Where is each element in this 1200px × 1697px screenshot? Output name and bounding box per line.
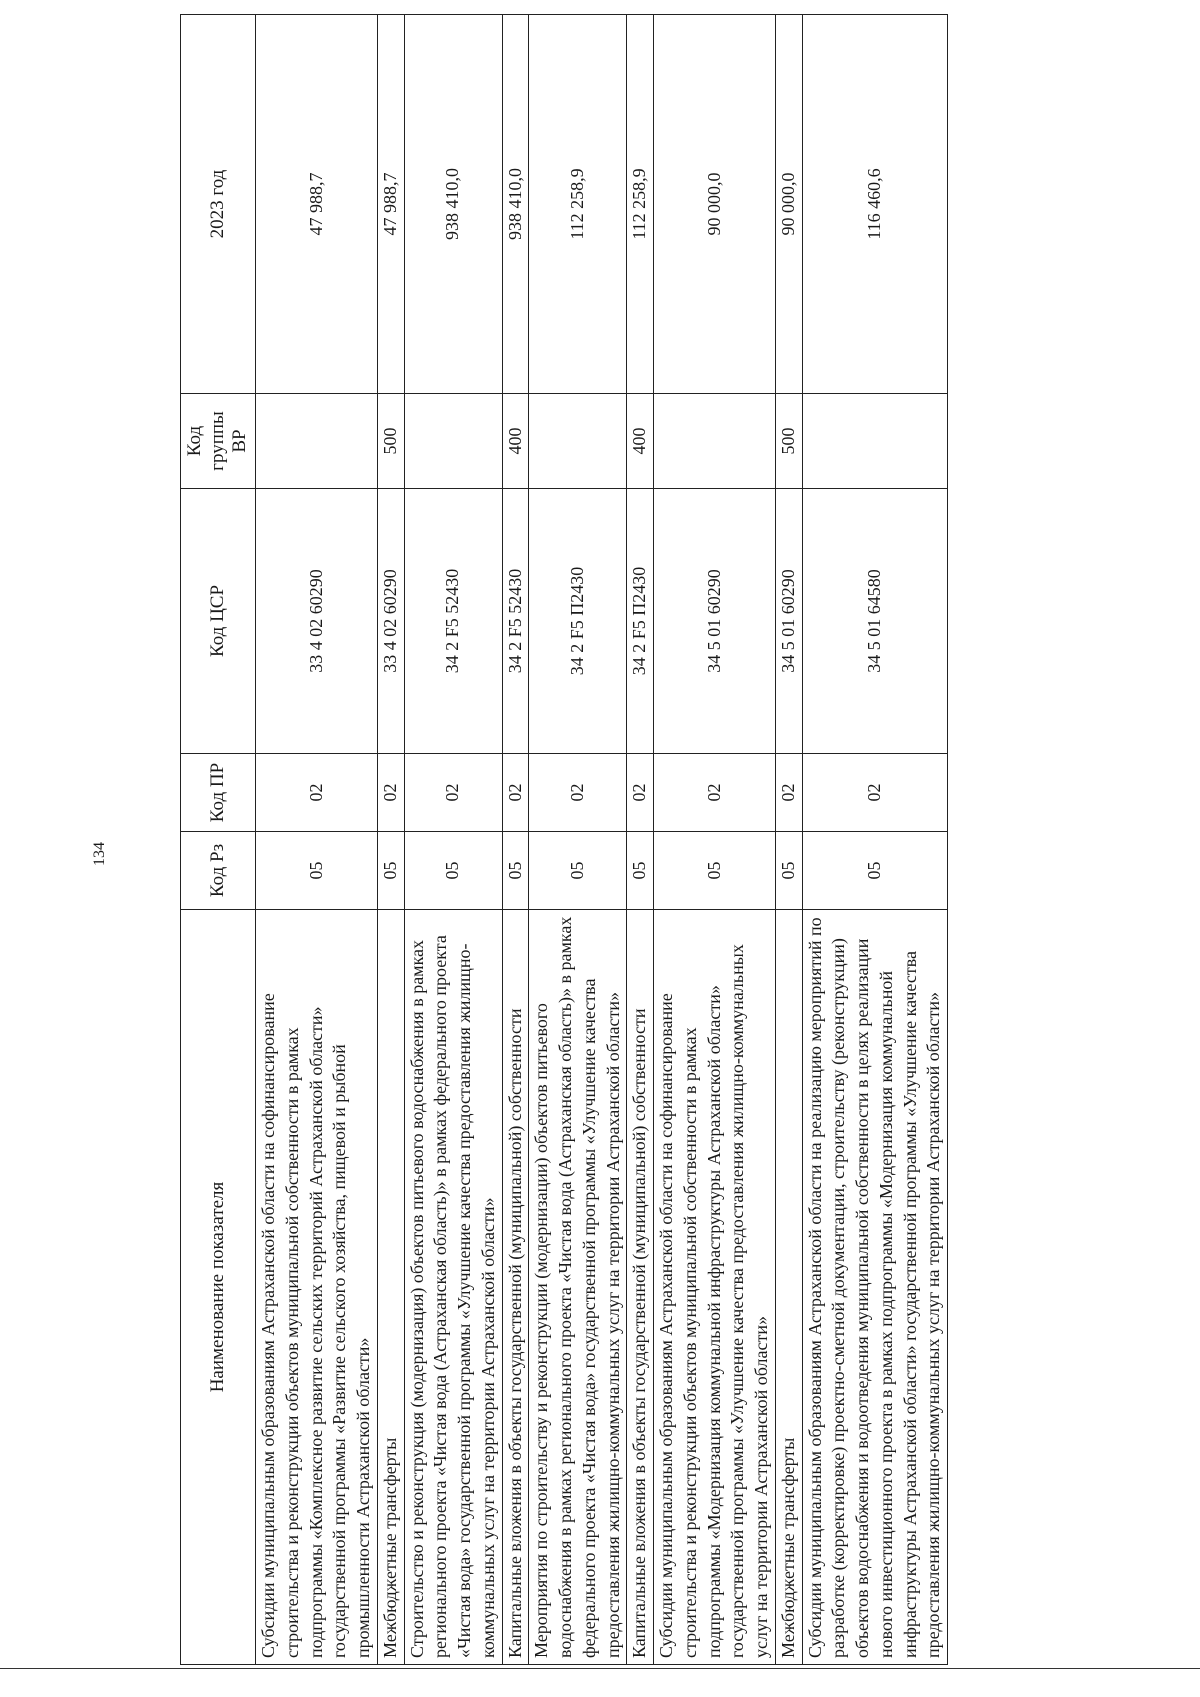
row-rz: 05 bbox=[775, 832, 802, 910]
row-vr bbox=[404, 394, 502, 489]
table-row bbox=[256, 15, 378, 1665]
row-value: 90 000,0 bbox=[654, 15, 776, 394]
header-pr: Код ПР bbox=[181, 754, 256, 832]
row-vr: 500 bbox=[775, 394, 802, 489]
row-pr: 02 bbox=[377, 754, 404, 832]
row-name: Субсидии муниципальным образованиям Астраханской области на софинансирование строительства и реконструкции объектов муниципальной собственности в рамках подпрограммы «Комплексное развитие сельских территорий Астраханской области» государственной программы «Развитие сельского хозяйства, пищевой и рыбной промышленности Астраханской области» bbox=[256, 910, 378, 1665]
row-csr: 33 4 02 60290 bbox=[377, 489, 404, 754]
bottom-divider bbox=[0, 1668, 1200, 1669]
row-pr: 02 bbox=[627, 754, 654, 832]
row-rz: 05 bbox=[404, 832, 502, 910]
row-rz: 05 bbox=[802, 832, 948, 910]
row-value: 116 460,6 bbox=[802, 15, 948, 394]
header-rz: Код Рз bbox=[181, 832, 256, 910]
row-value: 90 000,0 bbox=[775, 15, 802, 394]
row-vr: 400 bbox=[502, 394, 529, 489]
table-row bbox=[627, 15, 654, 1665]
row-rz: 05 bbox=[654, 832, 776, 910]
row-pr: 02 bbox=[404, 754, 502, 832]
row-rz: 05 bbox=[529, 832, 627, 910]
table-row bbox=[654, 15, 776, 1665]
header-year: 2023 год bbox=[181, 15, 256, 394]
row-csr: 34 2 F5 П2430 bbox=[627, 489, 654, 754]
row-name: Межбюджетные трансферты bbox=[775, 910, 802, 1665]
table-row bbox=[802, 15, 948, 1665]
row-rz: 05 bbox=[627, 832, 654, 910]
row-pr: 02 bbox=[256, 754, 378, 832]
row-csr: 34 5 01 60290 bbox=[654, 489, 776, 754]
row-vr: 500 bbox=[377, 394, 404, 489]
row-name: Капитальные вложения в объекты государственной (муниципальной) собственности bbox=[502, 910, 529, 1665]
row-pr: 02 bbox=[654, 754, 776, 832]
row-csr: 34 2 F5 52430 bbox=[502, 489, 529, 754]
row-rz: 05 bbox=[256, 832, 378, 910]
row-csr: 34 5 01 64580 bbox=[802, 489, 948, 754]
row-name: Субсидии муниципальным образованиям Астраханской области на софинансирование строительства и реконструкции объектов муниципальной собственности в рамках подпрограммы «Модернизация коммунальной инфраструктуры Астраханской области» государственной программы «Улучшение качества предоставления жилищно-коммунальных услуг на территории Астраханской области» bbox=[654, 910, 776, 1665]
table-row bbox=[377, 15, 404, 1665]
row-name: Строительство и реконструкция (модернизация) объектов питьевого водоснабжения в рамках регионального проекта «Чистая вода (Астраханская область)» в рамках федерального проекта «Чистая вода» государственной программы «Улучшение качества предоставления жилищно-коммунальных услуг на территории Астраханской области» bbox=[404, 910, 502, 1665]
table-row bbox=[502, 15, 529, 1665]
row-rz: 05 bbox=[502, 832, 529, 910]
row-value: 112 258,9 bbox=[627, 15, 654, 394]
row-value: 938 410,0 bbox=[404, 15, 502, 394]
row-pr: 02 bbox=[802, 754, 948, 832]
row-pr: 02 bbox=[775, 754, 802, 832]
row-vr: 400 bbox=[627, 394, 654, 489]
header-vr: Код группы ВР bbox=[181, 394, 256, 489]
row-name: Мероприятия по строительству и реконструкции (модернизации) объектов питьевого водоснабжения в рамках регионального проекта «Чистая вода (Астраханская область)» в рамках федерального проекта «Чистая вода» государственной программы «Улучшение качества предоставления жилищно-коммунальных услуг на территории Астраханской области» bbox=[529, 910, 627, 1665]
table-row bbox=[775, 15, 802, 1665]
row-csr: 34 2 F5 52430 bbox=[404, 489, 502, 754]
page-number: 134 bbox=[91, 842, 108, 866]
header-name: Наименование показателя bbox=[181, 910, 256, 1665]
table-row bbox=[529, 15, 627, 1665]
row-name: Межбюджетные трансферты bbox=[377, 910, 404, 1665]
row-name: Субсидии муниципальным образованиям Астраханской области на реализацию мероприятий по разработке (корректировке) проектно-сметной документации, строительству (реконструкции) объектов водоснабжения и водоотведения муниципальной собственности в целях реализации нового инвестиционного проекта в рамках подпрограммы «Модернизация коммунальной инфраструктуры Астраханской области» государственной программы «Улучшение качества предоставления жилищно-коммунальных услуг на территории Астраханской области» bbox=[802, 910, 948, 1665]
table-row bbox=[404, 15, 502, 1665]
row-vr bbox=[654, 394, 776, 489]
row-value: 47 988,7 bbox=[377, 15, 404, 394]
budget-table bbox=[180, 14, 948, 1665]
row-csr: 33 4 02 60290 bbox=[256, 489, 378, 754]
row-name: Капитальные вложения в объекты государственной (муниципальной) собственности bbox=[627, 910, 654, 1665]
row-value: 112 258,9 bbox=[529, 15, 627, 394]
row-csr: 34 2 F5 П2430 bbox=[529, 489, 627, 754]
row-csr: 34 5 01 60290 bbox=[775, 489, 802, 754]
rotated-table-container bbox=[180, 15, 1160, 1665]
row-value: 938 410,0 bbox=[502, 15, 529, 394]
row-vr bbox=[802, 394, 948, 489]
header-csr: Код ЦСР bbox=[181, 489, 256, 754]
row-pr: 02 bbox=[529, 754, 627, 832]
row-pr: 02 bbox=[502, 754, 529, 832]
table-header-row bbox=[181, 15, 256, 1665]
row-value: 47 988,7 bbox=[256, 15, 378, 394]
row-rz: 05 bbox=[377, 832, 404, 910]
row-vr bbox=[256, 394, 378, 489]
row-vr bbox=[529, 394, 627, 489]
